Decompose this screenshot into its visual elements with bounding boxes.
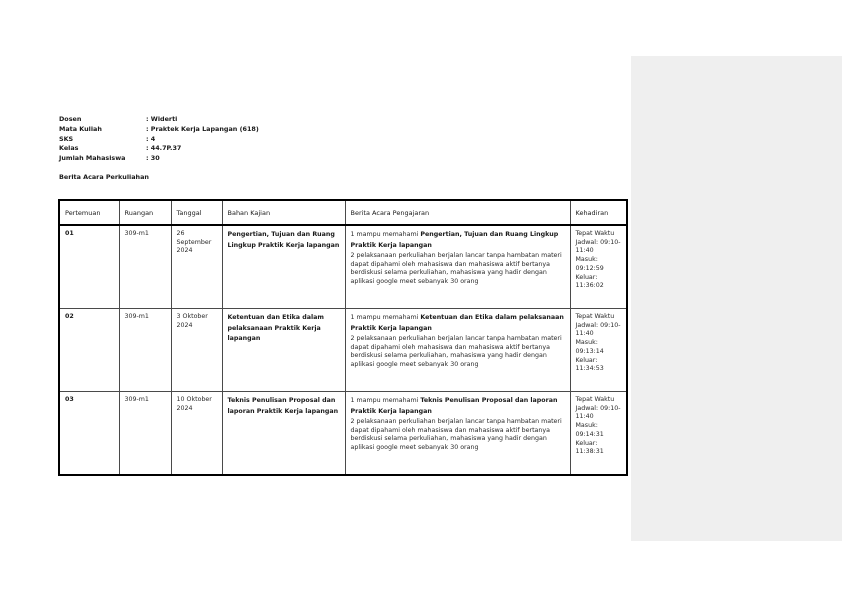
cell-kehadiran [570, 309, 627, 392]
cell-tanggal: 3 Oktober 2024 [171, 309, 222, 392]
kehadiran-masuk: Masuk: 09:14:31 [575, 422, 604, 438]
kehadiran-jadwal: Jadwal: 09:10-11:40 [575, 238, 621, 255]
kehadiran-masuk: Masuk: 09:13:14 [575, 339, 604, 355]
kehadiran-status: Tepat Waktu [575, 230, 615, 237]
berita-line-1 [351, 230, 566, 251]
berita-line-2: 2 pelaksanaan perkuliahan berjalan lancar tanpa hambatan materi dapat dipahami oleh mahasiswa dan mahasiswa aktif bertanya berdiskusi selama perkuliahan, mahasiswa yang hadir dengan aplikasi google meet sebanyak 30 orang [350, 252, 562, 285]
cell-pertemuan: 02 [59, 309, 119, 392]
kehadiran-keluar: Keluar: 11:34:53 [575, 356, 604, 373]
kehadiran-jadwal: Jadwal: 09:10-11:40 [575, 404, 621, 421]
info-value: : Widerti [146, 115, 178, 123]
header-tanggal: Tanggal [171, 200, 222, 225]
berita-line-1 [351, 396, 566, 417]
section-title: Berita Acara Perkuliahan [59, 173, 149, 181]
header-pertemuan: Pertemuan [59, 200, 119, 225]
info-row-jumlah [59, 154, 259, 164]
header-berita-acara: Berita Acara Pengajaran [345, 200, 570, 225]
berita-topic: Ketentuan dan Etika dalam pelaksanaan Praktik Kerja lapangan [350, 314, 564, 332]
table-row [59, 392, 627, 476]
info-row-sks [59, 135, 259, 145]
info-label: SKS [59, 134, 74, 143]
info-row-mata-kuliah [59, 125, 259, 135]
cell-ruangan: 309-m1 [119, 309, 171, 392]
cell-tanggal: 26 September 2024 [171, 225, 222, 309]
cell-kehadiran [570, 225, 627, 309]
berita-topic: Pengertian, Tujuan dan Ruang Lingkup Praktik Kerja lapangan [350, 231, 559, 249]
info-value: : Praktek Kerja Lapangan (618) [146, 124, 259, 133]
kehadiran-status: Tepat Waktu [575, 396, 615, 403]
header-bahan-kajian: Bahan Kajian [222, 200, 345, 225]
table-header-row [59, 200, 627, 225]
kehadiran-jadwal: Jadwal: 09:10-11:40 [575, 321, 621, 338]
cell-berita-acara [345, 225, 570, 309]
berita-line-2: 2 pelaksanaan perkuliahan berjalan lancar tanpa hambatan materi dapat dipahami oleh mahasiswa dan mahasiswa aktif bertanya berdiskusi selama perkuliahan, mahasiswa yang hadir dengan aplikasi google meet sebanyak 30 orang [350, 418, 562, 451]
cell-bahan-kajian: Teknis Penulisan Proposal dan laporan Praktik Kerja lapangan [222, 392, 345, 476]
kehadiran-masuk: Masuk: 09:12:59 [575, 256, 604, 272]
cell-berita-acara [345, 309, 570, 392]
info-value: : 30 [146, 154, 160, 163]
comment-pane [631, 56, 842, 541]
cell-ruangan: 309-m1 [119, 225, 171, 309]
course-info [59, 115, 259, 164]
berita-line-1 [351, 313, 566, 334]
kehadiran-status: Tepat Waktu [575, 313, 615, 320]
cell-tanggal: 10 Oktober 2024 [171, 392, 222, 476]
info-label: Mata Kuliah [59, 124, 102, 133]
berita-topic: Teknis Penulisan Proposal dan laporan Praktik Kerja lapangan [350, 397, 558, 415]
header-kehadiran: Kehadiran [570, 200, 627, 225]
info-label: Dosen [59, 115, 82, 123]
info-value: : 4 [146, 134, 156, 143]
info-row-kelas [59, 144, 259, 154]
table-row [59, 309, 627, 392]
berita-prefix: 1 mampu memahami [350, 397, 419, 404]
info-value: : 44.7P.37 [146, 144, 182, 153]
attendance-table [58, 199, 628, 476]
cell-ruangan: 309-m1 [119, 392, 171, 476]
info-row-dosen [59, 115, 259, 125]
cell-bahan-kajian: Ketentuan dan Etika dalam pelaksanaan Praktik Kerja lapangan [222, 309, 345, 392]
cell-pertemuan: 01 [59, 225, 119, 309]
table-row [59, 225, 627, 309]
cell-berita-acara [345, 392, 570, 476]
info-label: Kelas [59, 144, 79, 153]
cell-pertemuan: 03 [59, 392, 119, 476]
kehadiran-keluar: Keluar: 11:36:02 [575, 273, 604, 290]
kehadiran-keluar: Keluar: 11:38:31 [575, 439, 604, 456]
info-label: Jumlah Mahasiswa [59, 154, 126, 163]
cell-kehadiran [570, 392, 627, 476]
berita-line-2: 2 pelaksanaan perkuliahan berjalan lancar tanpa hambatan materi dapat dipahami oleh mahasiswa dan mahasiswa aktif bertanya berdiskusi selama perkuliahan, mahasiswa yang hadir dengan aplikasi google meet sebanyak 30 orang [350, 335, 562, 368]
berita-prefix: 1 mampu memahami [350, 231, 419, 238]
berita-prefix: 1 mampu memahami [350, 314, 419, 321]
header-ruangan: Ruangan [119, 200, 171, 225]
cell-bahan-kajian: Pengertian, Tujuan dan Ruang Lingkup Praktik Kerja lapangan [222, 225, 345, 309]
